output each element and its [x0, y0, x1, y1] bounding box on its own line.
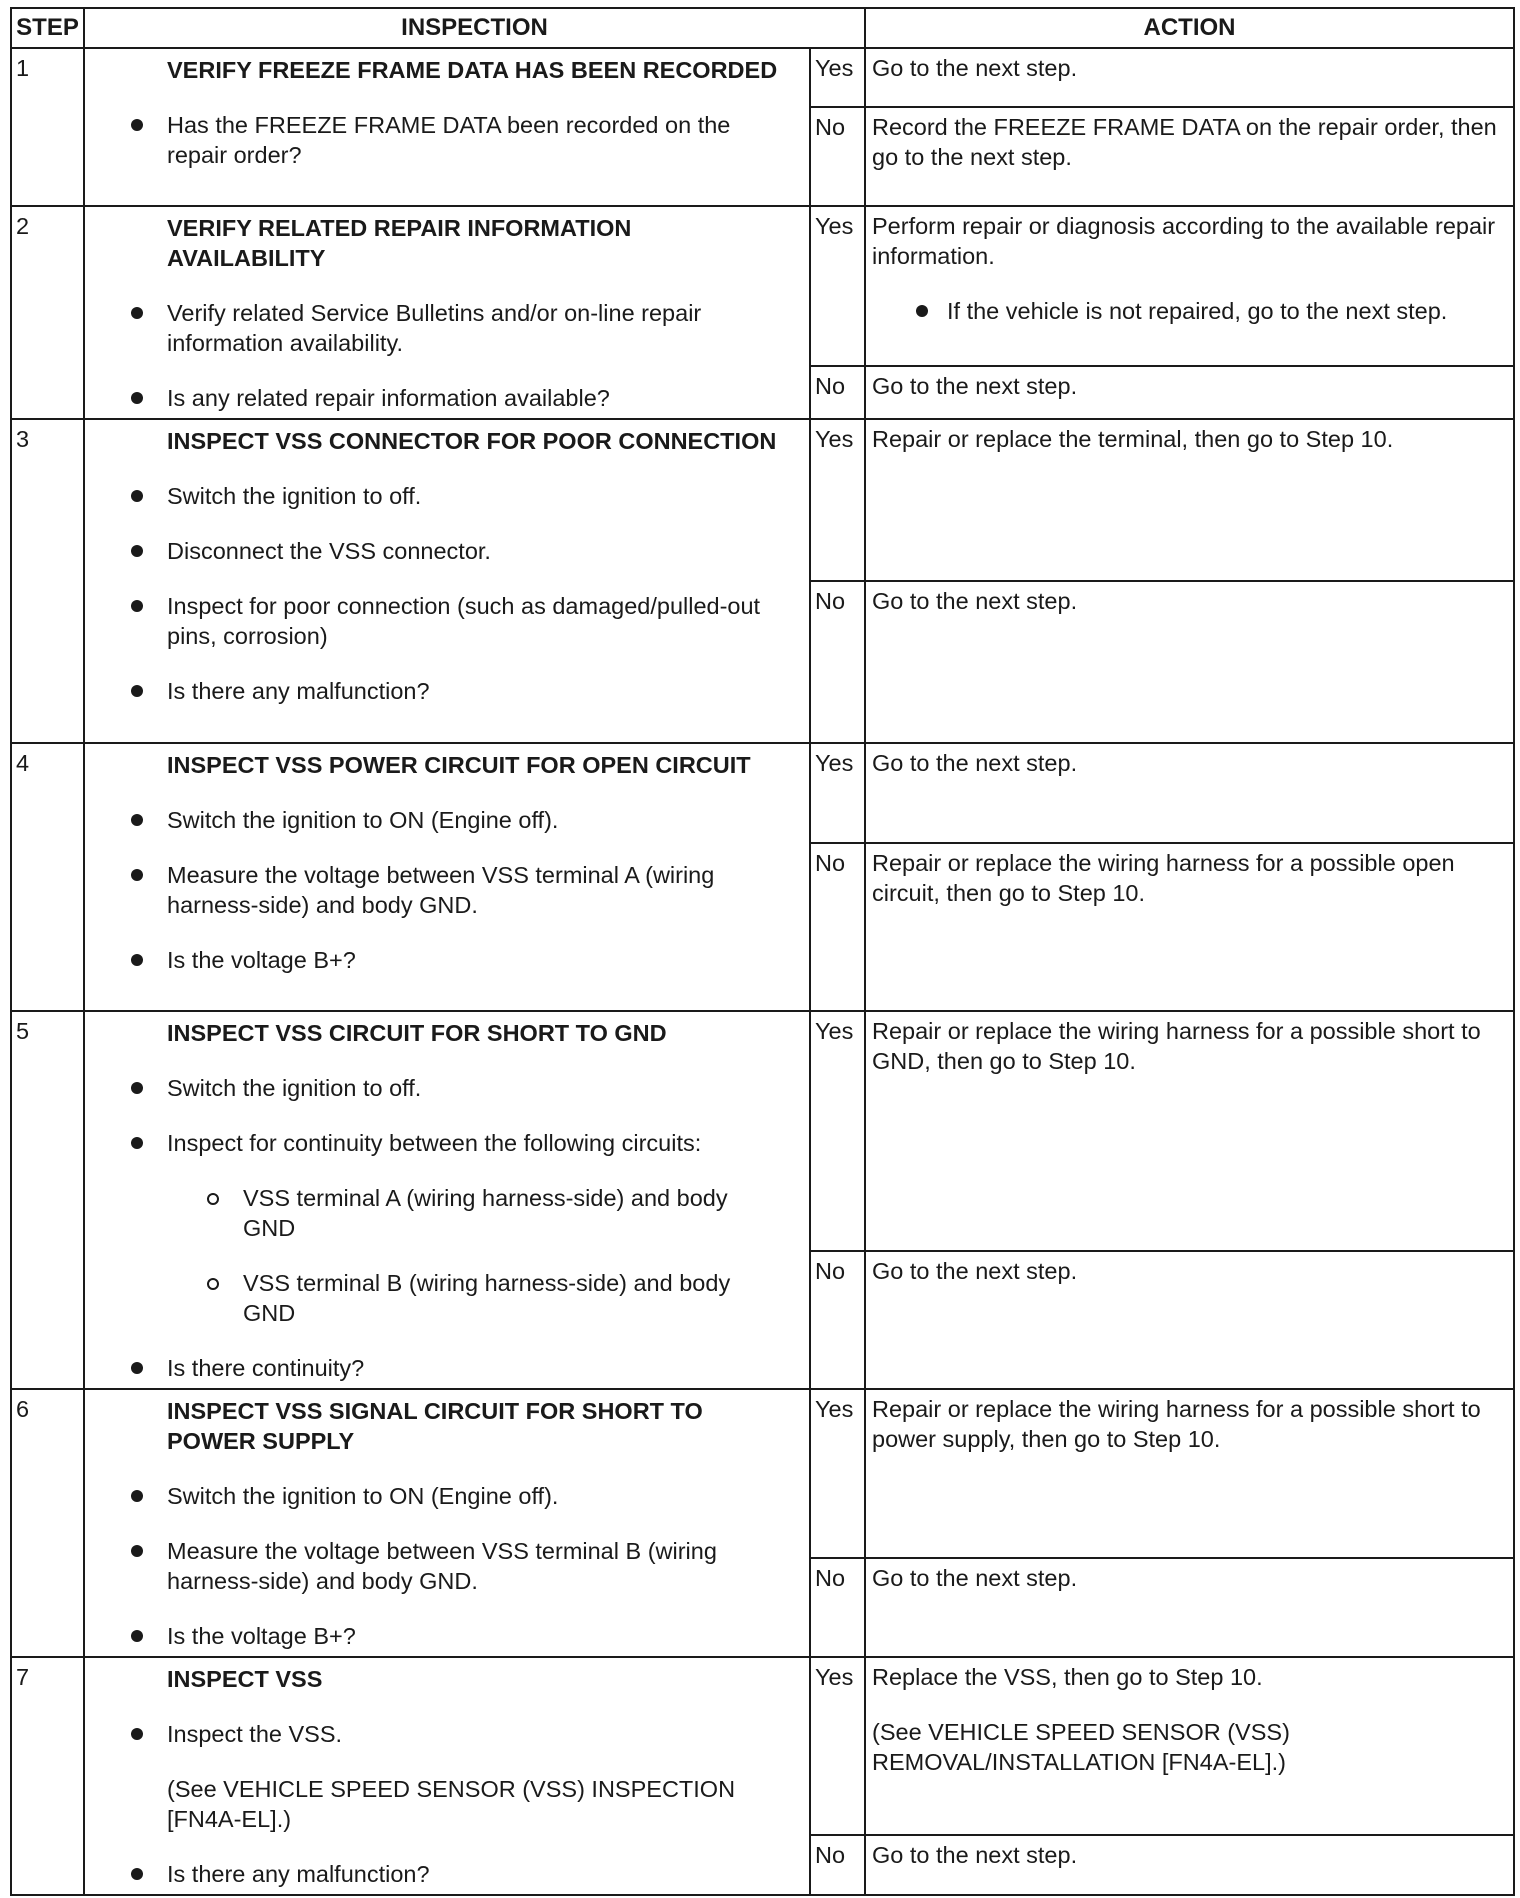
- step-heading: INSPECT VSS SIGNAL CIRCUIT FOR SHORT TO POWER SUPPLY: [167, 1398, 703, 1454]
- step-heading: INSPECT VSS CIRCUIT FOR SHORT TO GND: [167, 1020, 667, 1046]
- no-label: No: [810, 107, 865, 206]
- inspection-table: [10, 7, 1515, 1896]
- reference-note: (See VEHICLE SPEED SENSOR (VSS) INSPECTION [FN4A-EL].): [167, 1776, 736, 1832]
- inspection-cell: [84, 206, 810, 419]
- yes-action: Repair or replace the wiring harness for a possible short to GND, then go to Step 10.: [865, 1011, 1514, 1251]
- inspection-cell: [84, 419, 810, 743]
- step-5-yes-row: [11, 1011, 1514, 1251]
- no-action: Record the FREEZE FRAME DATA on the repair order, then go to the next step.: [865, 107, 1514, 206]
- step-7-yes-row: [11, 1657, 1514, 1835]
- no-action: Repair or replace the wiring harness for a possible open circuit, then go to Step 10.: [865, 843, 1514, 1011]
- reference-note: (See VEHICLE SPEED SENSOR (VSS) REMOVAL/INSTALLATION [FN4A-EL].): [872, 1719, 1290, 1775]
- yes-action: Repair or replace the terminal, then go to Step 10.: [865, 419, 1514, 581]
- step-heading: INSPECT VSS: [167, 1666, 323, 1692]
- no-label: No: [810, 581, 865, 743]
- bullet-item: Is any related repair information available?: [117, 383, 779, 413]
- yes-label: Yes: [810, 48, 865, 107]
- step-heading: INSPECT VSS CONNECTOR FOR POOR CONNECTION: [167, 428, 777, 454]
- yes-label: Yes: [810, 206, 865, 366]
- step-6-yes-row: [11, 1389, 1514, 1558]
- no-label: No: [810, 1558, 865, 1657]
- step-number: 3: [11, 419, 84, 743]
- inspection-cell: [84, 743, 810, 1011]
- step-number: 1: [11, 48, 84, 206]
- bullet-item: Is the voltage B+?: [117, 945, 779, 975]
- step-2-yes-row: [11, 206, 1514, 366]
- yes-action: Go to the next step.: [865, 743, 1514, 843]
- inspection-header: INSPECTION: [84, 8, 865, 48]
- yes-label: Yes: [810, 1389, 865, 1558]
- yes-action: Perform repair or diagnosis according to the available repair information.: [872, 213, 1496, 269]
- step-heading: VERIFY RELATED REPAIR INFORMATION AVAILABILITY: [167, 215, 632, 271]
- step-number: 2: [11, 206, 84, 419]
- bullet-item: Verify related Service Bulletins and/or on-line repair information availability.: [117, 298, 779, 358]
- yes-label: Yes: [810, 743, 865, 843]
- no-action: Go to the next step.: [865, 1835, 1514, 1895]
- bullet-item: Inspect for poor connection (such as damaged/pulled-out pins, corrosion): [117, 591, 779, 651]
- bullet-item: Disconnect the VSS connector.: [117, 536, 779, 566]
- bullet-item: Measure the voltage between VSS terminal A (wiring harness-side) and body GND.: [117, 860, 779, 920]
- yes-label: Yes: [810, 1657, 865, 1835]
- step-header: STEP: [11, 8, 84, 48]
- no-label: No: [810, 1251, 865, 1389]
- step-1-yes-row: [11, 48, 1514, 107]
- yes-action: Go to the next step.: [865, 48, 1514, 107]
- action-bullet: If the vehicle is not repaired, go to the next step.: [872, 296, 1507, 326]
- sub-bullet-item: VSS terminal A (wiring harness-side) and body GND: [117, 1183, 779, 1243]
- step-3-yes-row: [11, 419, 1514, 581]
- inspection-cell: [84, 1657, 810, 1895]
- no-label: No: [810, 366, 865, 419]
- no-action: Go to the next step.: [865, 1558, 1514, 1657]
- step-number: 4: [11, 743, 84, 1011]
- step-4-yes-row: [11, 743, 1514, 843]
- yes-action: Repair or replace the wiring harness for a possible short to power supply, then go to Step 10.: [865, 1389, 1514, 1558]
- yes-action: Replace the VSS, then go to Step 10.: [872, 1664, 1263, 1690]
- bullet-item: Inspect the VSS.: [117, 1719, 779, 1749]
- step-number: 6: [11, 1389, 84, 1657]
- no-label: No: [810, 1835, 865, 1895]
- no-label: No: [810, 843, 865, 1011]
- bullet-item: Measure the voltage between VSS terminal B (wiring harness-side) and body GND.: [117, 1536, 779, 1596]
- bullet-item: Has the FREEZE FRAME DATA been recorded on the repair order?: [117, 110, 779, 170]
- yes-action-cell: [865, 206, 1514, 366]
- yes-action-cell: [865, 1657, 1514, 1835]
- action-header: ACTION: [865, 8, 1514, 48]
- bullet-item: Switch the ignition to off.: [117, 481, 779, 511]
- step-number: 7: [11, 1657, 84, 1895]
- step-heading: VERIFY FREEZE FRAME DATA HAS BEEN RECORDED: [167, 57, 778, 83]
- sub-bullet-item: VSS terminal B (wiring harness-side) and body GND: [117, 1268, 779, 1328]
- bullet-item: Is there any malfunction?: [117, 676, 779, 706]
- inspection-cell: [84, 48, 810, 206]
- step-number: 5: [11, 1011, 84, 1389]
- no-action: Go to the next step.: [865, 1251, 1514, 1389]
- bullet-item: Is there continuity?: [117, 1353, 779, 1383]
- bullet-item: Inspect for continuity between the following circuits:: [117, 1128, 779, 1158]
- bullet-item: Switch the ignition to ON (Engine off).: [117, 1481, 779, 1511]
- step-heading: INSPECT VSS POWER CIRCUIT FOR OPEN CIRCUIT: [167, 752, 751, 778]
- bullet-item: Is there any malfunction?: [117, 1859, 779, 1889]
- bullet-item: Switch the ignition to off.: [117, 1073, 779, 1103]
- bullet-item: Is the voltage B+?: [117, 1621, 779, 1651]
- yes-label: Yes: [810, 419, 865, 581]
- header-row: [11, 8, 1514, 48]
- no-action: Go to the next step.: [865, 366, 1514, 419]
- no-action: Go to the next step.: [865, 581, 1514, 743]
- bullet-item: Switch the ignition to ON (Engine off).: [117, 805, 779, 835]
- inspection-cell: [84, 1389, 810, 1657]
- yes-label: Yes: [810, 1011, 865, 1251]
- diagnostic-procedure: [10, 7, 1513, 1896]
- inspection-cell: [84, 1011, 810, 1389]
